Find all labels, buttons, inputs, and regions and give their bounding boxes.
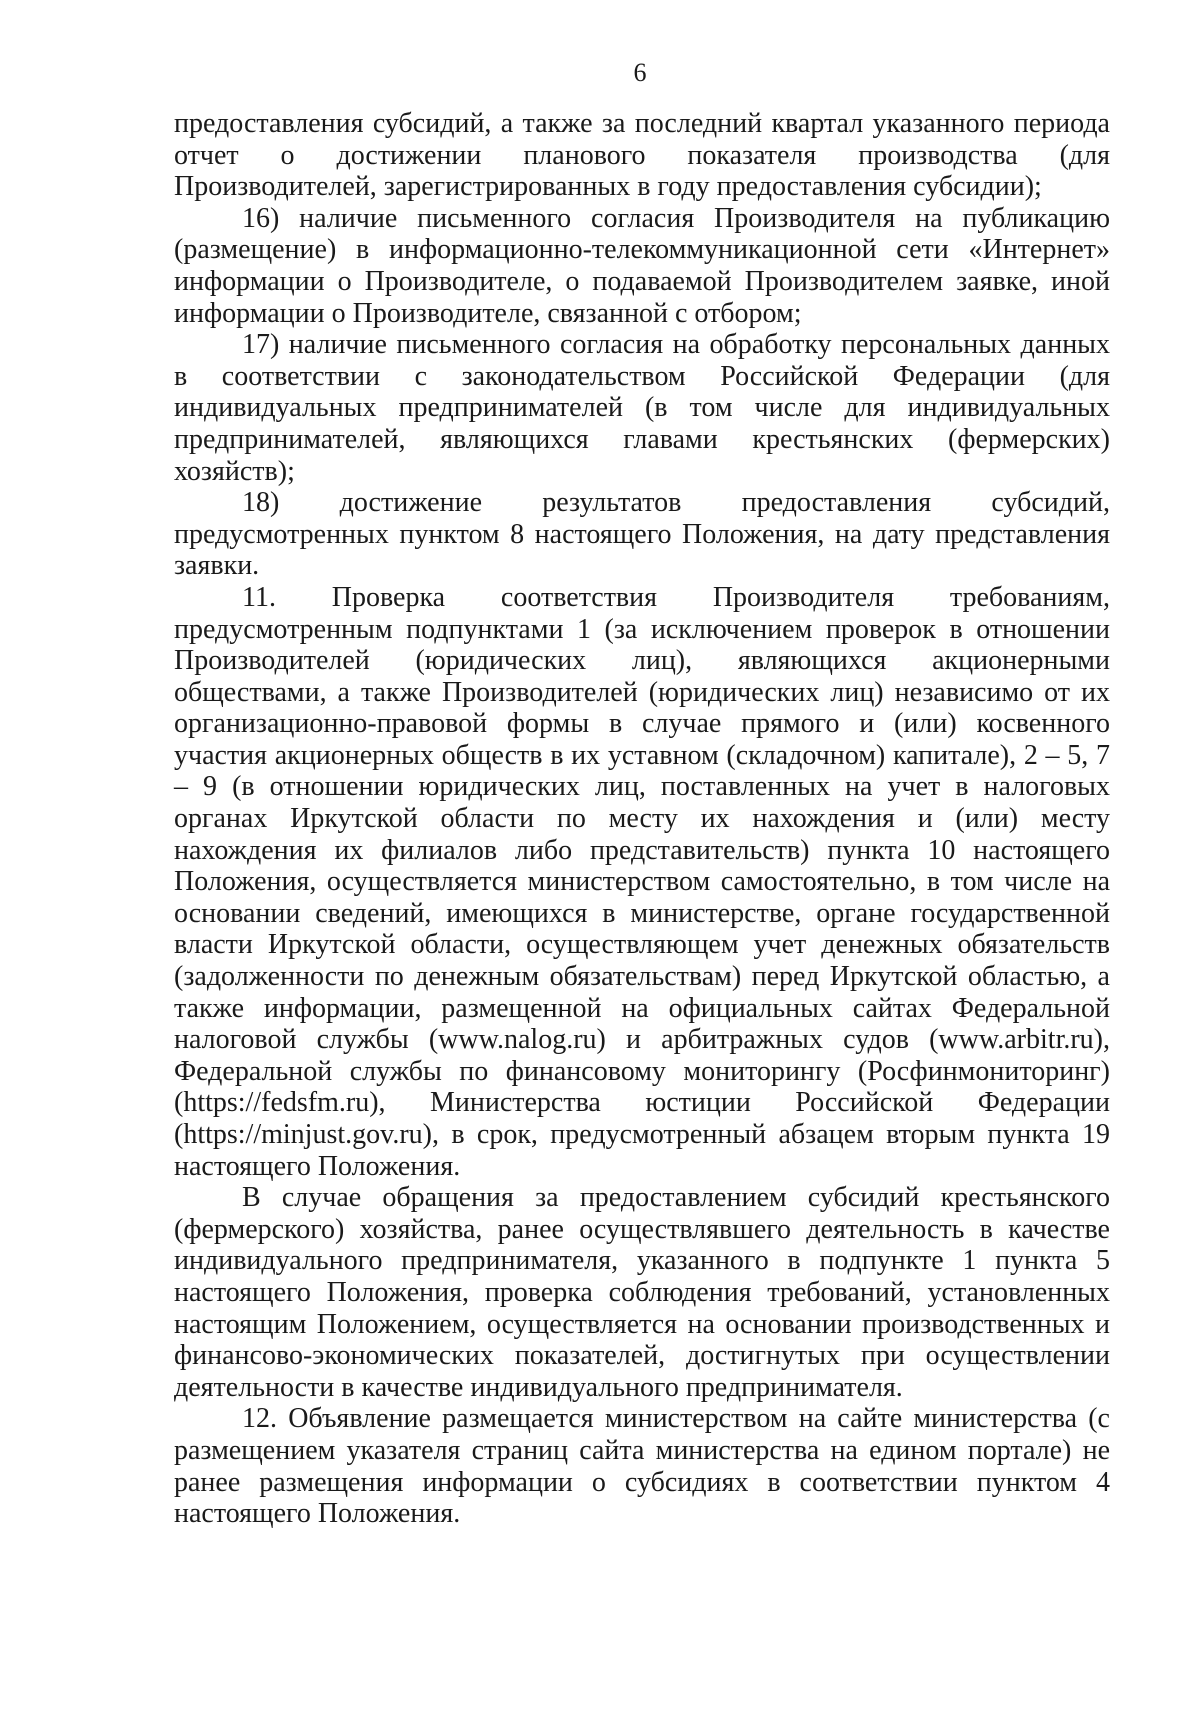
paragraph-clause-11-farm: В случае обращения за предоставлением субсидий крестьянского (фермерского) хозяйства, ранее осуществлявшего деятельность в качестве индивидуального предпринимателя, указанного в подпункте 1 пункта 5 настоящего Положения, проверка соблюдения требований, установленных настоящим Положением, осуществляется на основании производственных и финансово-экономических показателей, достигнутых при осуществлении деятельности в качестве индивидуального предпринимателя. xyxy=(174,1182,1110,1403)
paragraph-clause-12: 12. Объявление размещается министерством на сайте министерства (с размещением указателя страниц сайта министерства на едином портале) не ранее размещения информации о субсидиях в соответствии пунктом 4 настоящего Положения. xyxy=(174,1403,1110,1530)
paragraph-continuation: предоставления субсидий, а также за последний квартал указанного периода отчет о достижении планового показателя производства (для Производителей, зарегистрированных в году предоставления субсидии); xyxy=(174,108,1110,203)
paragraph-clause-11: 11. Проверка соответствия Производителя требованиям, предусмотренным подпунктами 1 (за исключением проверок в отношении Производителей (юридических лиц), являющихся акционерными обществами, а также Производителей (юридических лиц) независимо от их организационно-правовой формы в случае прямого и (или) косвенного участия акционерных обществ в их уставном (складочном) капитале), 2 – 5, 7 – 9 (в отношении юридических лиц, поставленных на учет в налоговых органах Иркутской области по месту их нахождения и (или) месту нахождения их филиалов либо представительств) пункта 10 настоящего Положения, осуществляется министерством самостоятельно, в том числе на основании сведений, имеющихся в министерстве, органе государственной власти Иркутской области, осуществляющем учет денежных обязательств (задолженности по денежным обязательствам) перед Иркутской областью, а также информации, размещенной на официальных сайтах Федеральной налоговой службы (www.nalog.ru) и арбитражных судов (www.arbitr.ru), Федеральной службы по финансовому мониторингу (Росфинмониторинг) (https://fedsfm.ru), Министерства юстиции Российской Федерации (https://minjust.gov.ru), в срок, предусмотренный абзацем вторым пункта 19 настоящего Положения. xyxy=(174,581,1110,1182)
paragraph-item-17: 17) наличие письменного согласия на обработку персональных данных в соответствии с законодательством Российской Федерации (для индивидуальных предпринимателей (в том числе для индивидуальных предпринимателей, являющихся главами крестьянских (фермерских) хозяйств); xyxy=(174,329,1110,487)
document-body xyxy=(174,108,1110,1530)
paragraph-item-18: 18) достижение результатов предоставления субсидий, предусмотренных пунктом 8 настоящего Положения, на дату представления заявки. xyxy=(174,487,1110,582)
page-number: 6 xyxy=(633,58,647,87)
paragraph-item-16: 16) наличие письменного согласия Производителя на публикацию (размещение) в информационно-телекоммуникационной сети «Интернет» информации о Производителе, о подаваемой Производителем заявке, иной информации о Производителе, связанной с отбором; xyxy=(174,202,1110,329)
